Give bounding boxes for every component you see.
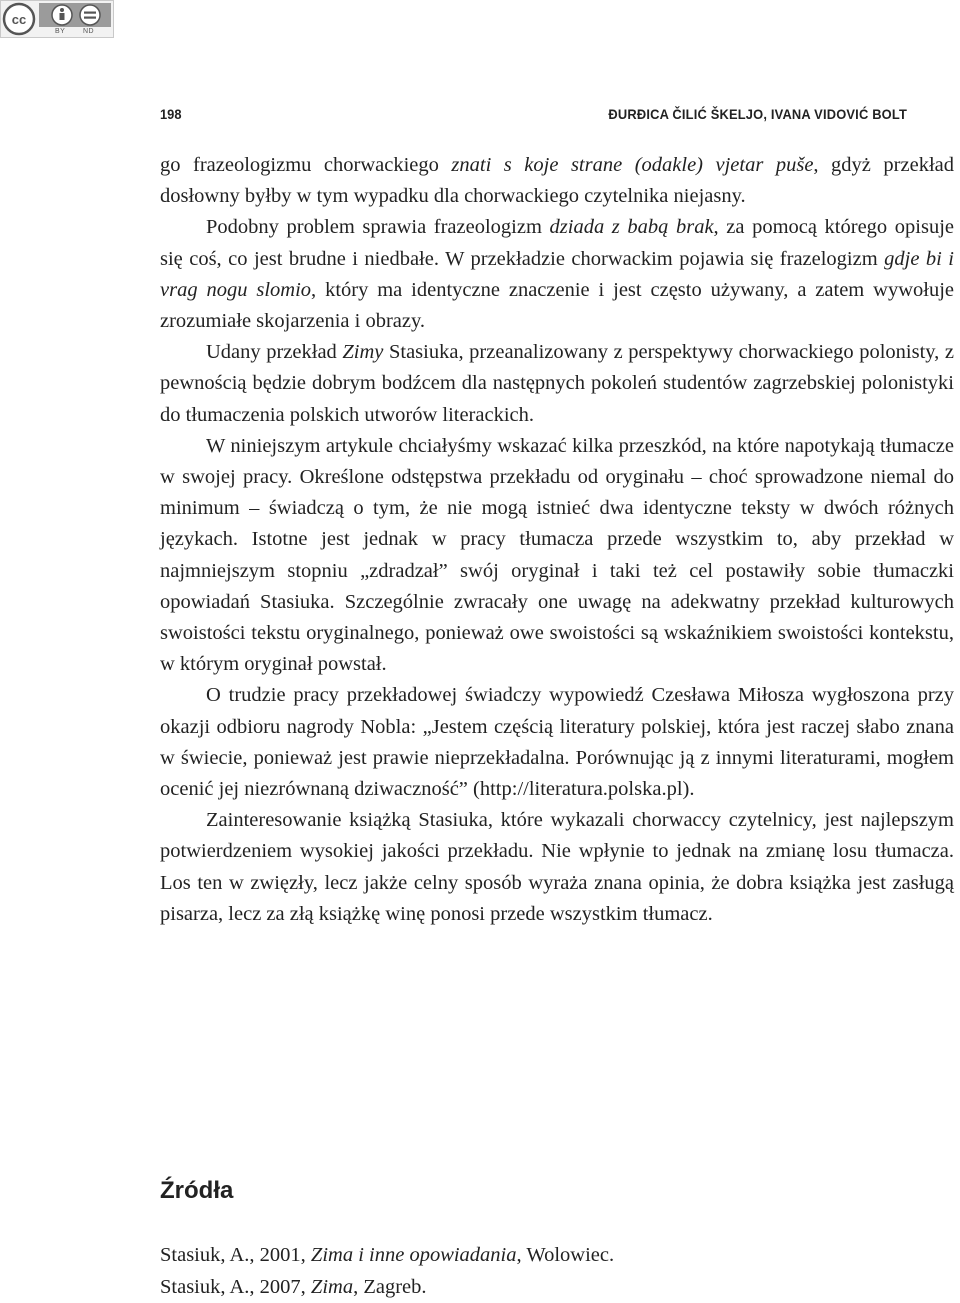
- body-text: [160, 150, 954, 930]
- reference-publisher: , Wolowiec.: [516, 1244, 615, 1266]
- text-run: , gdyż przekład dosłowny byłby w tym wypadku dla chorwackiego czytelnika niejasny.: [160, 154, 954, 208]
- reference-item: [160, 1272, 950, 1303]
- phraseologism: znati s koje strane (odakle) vjetar puše: [451, 154, 814, 176]
- page-number: 198: [160, 106, 182, 122]
- paragraph: [160, 212, 954, 337]
- paragraph: [160, 150, 954, 212]
- reference-list: [160, 1240, 950, 1303]
- text-run: Podobny problem sprawia frazeologizm: [206, 216, 550, 239]
- license-badge: [0, 0, 114, 38]
- paragraph: Zainteresowanie książką Stasiuka, które wykazali chorwaccy czytelnicy, jest najlepszym potwierdzeniem wysokiej jakości przekładu. Nie wpłynie to jednak na zmianę losu tłumacza. Los ten w zwięzły, lecz jakże celny sposób wyraża znana opinia, że dobra książka jest zasługą pisarza, lecz za złą książkę winę ponosi przede wszystkim tłumacz.: [160, 809, 954, 925]
- paragraph: O trudzie pracy przekładowej świadczy wypowiedź Czesława Miłosza wygłoszona przy okazji odbioru nagrody Nobla: „Jestem częścią literatury polskiej, która jest raczej słabo znana w świecie, ponieważ jest prawie nieprzekładalna. Porównując ją z innymi literaturami, mogłem ocenić jej niezrównaną dziwaczność” (http://literatura.polska.pl).: [160, 684, 954, 801]
- running-head-authors: ĐURĐICA ČILIĆ ŠKELJO, IVANA VIDOVIĆ BOLT: [608, 106, 908, 122]
- reference-title: Zima: [310, 1275, 354, 1298]
- paragraph: [160, 337, 954, 431]
- text-run: , który ma identyczne znaczenie i jest często używany, a zatem wywołuje zrozumiałe skojarzenia i obrazy.: [160, 278, 954, 333]
- reference-item: [160, 1240, 950, 1272]
- license-by-label: BY: [55, 28, 66, 35]
- reference-title: Zima i inne opowiadania: [310, 1244, 517, 1266]
- running-head: [160, 106, 908, 126]
- book-title: Zimy: [342, 341, 384, 364]
- sources-heading: Źródła: [160, 1177, 234, 1204]
- phraseologism: dziada z babą brak: [549, 216, 714, 239]
- paragraph: W niniejszym artykule chciałyśmy wskazać kilka przeszkód, na które napotykają tłumacze w swojej pracy. Określone odstępstwa przekładu od oryginału – choć sprowadzone niemal do minimum – świadczą o tym, że nie mogą istnieć dwa identyczne teksty w dwóch różnych językach. Istotne jest jednak w pracy tłumacza przede wszystkim to, aby przekład w najmniejszym stopniu „zdradzał” swój oryginał i taki też cel postawiły sobie tłumaczki opowiadań Stasiuka. Szczególnie zwracały one uwagę na adekwatny przekład kulturowych swoistości tekstu oryginalnego, ponieważ owe swoistości są wskaźnikiem swoistości kontekstu, w którym oryginał powstał.: [160, 434, 954, 676]
- reference-author: Stasiuk, A., 2001,: [160, 1244, 311, 1266]
- phraseologism: gdje bi i vrag nogu slomio: [160, 247, 954, 301]
- reference-author: Stasiuk, A., 2007,: [160, 1275, 311, 1298]
- text-run: Udany przekład: [206, 341, 343, 364]
- license-nd-label: ND: [83, 28, 95, 35]
- text-run: go frazeologizmu chorwackiego: [160, 154, 452, 176]
- reference-publisher: , Zagreb.: [353, 1275, 427, 1298]
- text-run: Stasiuka, przeanalizowany z perspektywy chorwackiego polonisty, z pewnością będzie dobrym bodźcem dla następnych pokoleń studentów zagrzebskiej polonistyki do tłumaczenia polskich utworów literackich.: [160, 341, 954, 426]
- text-run: , za pomocą którego opisuje się coś, co jest brudne i niedbałe. W przekładzie chorwackim pojawia się frazelogizm: [160, 216, 954, 270]
- svg-text:cc: cc: [11, 12, 27, 27]
